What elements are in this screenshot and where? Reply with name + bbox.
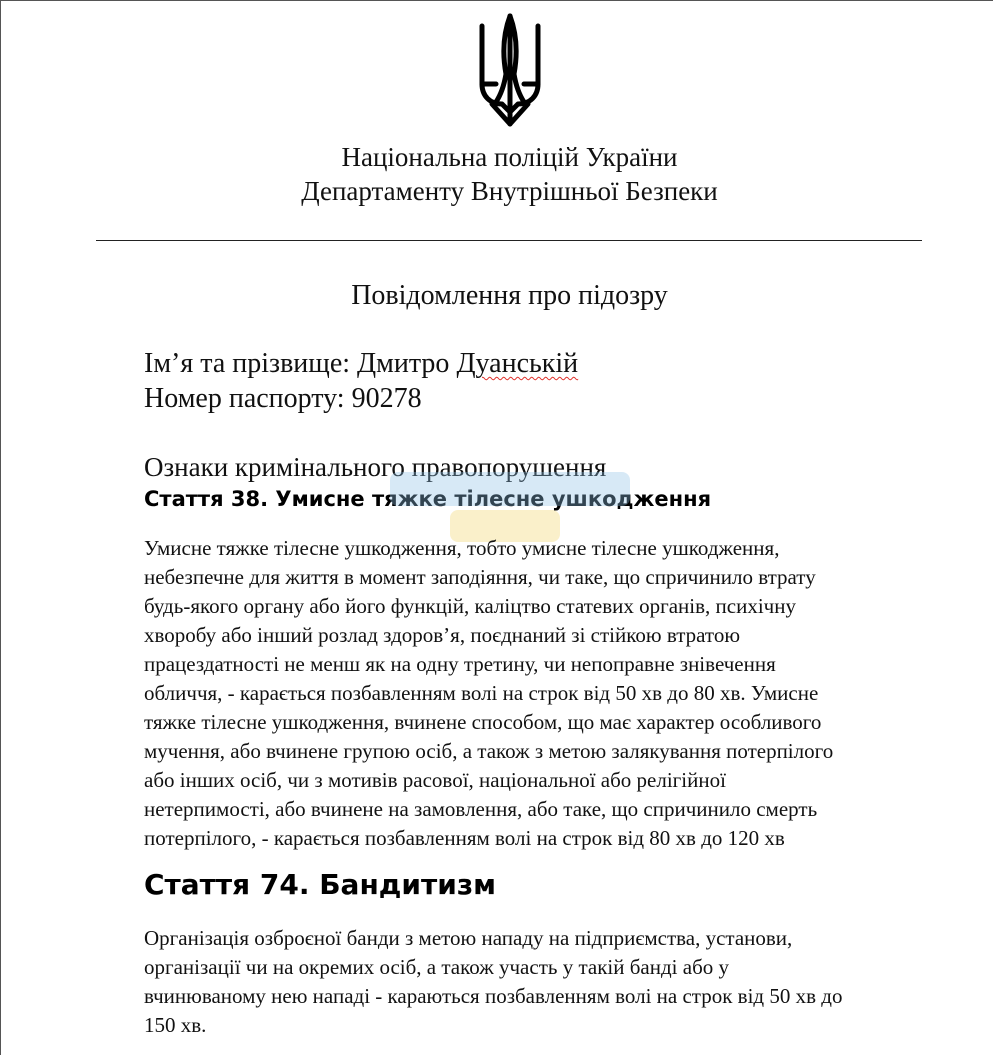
name-field <box>144 347 578 381</box>
article-74-text: Організація озброєної банди з метою нападу на підприємства, установи, організації чи на окремих осіб, а також участь у такій банді або у вчинюваному нею нападі - караються позбавленням волі на строк від 50 хв до 150 хв. <box>144 926 843 1037</box>
article-38-heading: Стаття 38. Умисне тяжке тілесне ушкодження <box>144 487 712 511</box>
document-title: Повідомлення про підозру <box>351 280 668 311</box>
header-line-1: Національна поліцій України <box>341 142 678 172</box>
passport-field: Номер паспорту: 90278 <box>144 383 422 414</box>
page-border-top <box>0 0 993 1</box>
section-title: Ознаки кримінального правопорушення <box>144 452 607 482</box>
header-divider <box>96 240 922 241</box>
name-label: Ім’я та прізвище: Дмитро <box>144 348 457 379</box>
organization-header <box>0 140 993 208</box>
article-38-text: Умисне тяжке тілесне ушкодження, тобто умисне тілесне ушкодження, небезпечне для життя в момент заподіяння, чи таке, що спричинило втрату будь-якого органу або його функцій, каліцтво статевих органів, психічну хворобу або інший розлад здоров’я, поєднаний зі стійкою втратою працездатності не менш як на одну третину, чи непоправне знівечення обличчя, - карається позбавленням волі на строк від 50 хв до 80 хв. Умисне тяжке тілесне ушкодження, вчинене способом, що має характер особливого мучення, або вчинене групою осіб, а також з метою залякування потерпілого або інших осіб, чи з мотивів расової, національної або релігійної нетерпимості, або вчинене на замовлення, або таке, що спричинило смерть потерпілого, - карається позбавленням волі на строк від 80 хв до 120 хв <box>144 536 834 850</box>
article-74-heading: Стаття 74. Бандитизм <box>144 868 497 901</box>
surname-value: Дуанській <box>456 348 579 379</box>
header-line-2: Департаменту Внутрішньої Безпеки <box>301 176 718 206</box>
trident-emblem-icon <box>476 12 544 130</box>
